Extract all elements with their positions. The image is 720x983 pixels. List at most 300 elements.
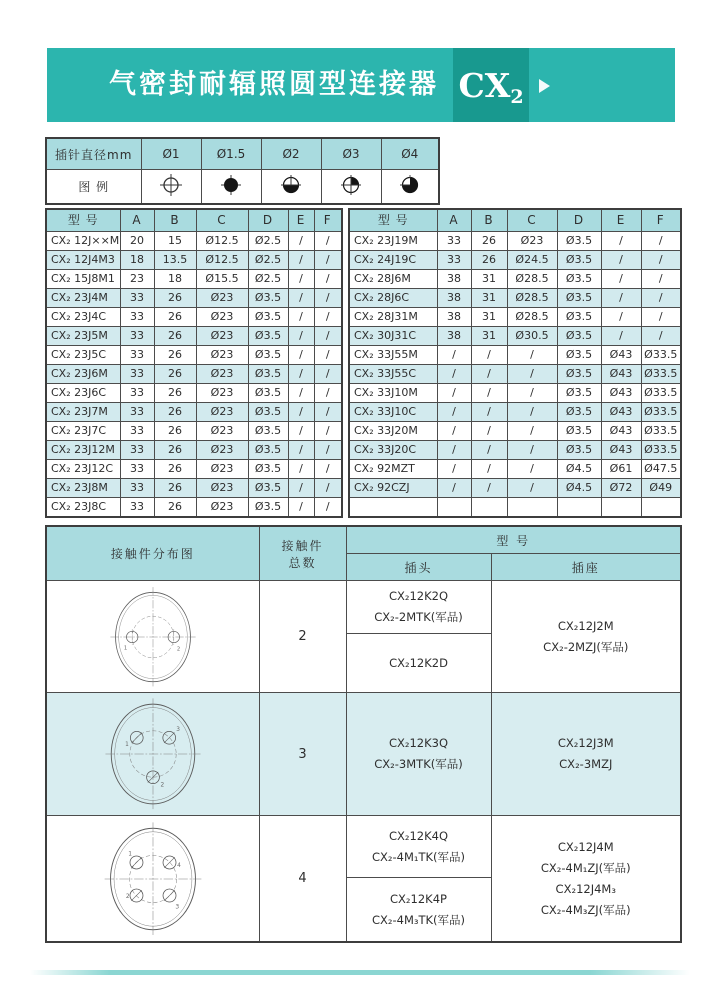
value-cell: Ø72 [601,479,641,498]
value-cell: / [601,308,641,327]
value-cell: / [314,498,342,518]
value-cell: Ø43 [601,441,641,460]
model-cell: CX₂ 23J4M [46,289,120,308]
value-cell: Ø24.5 [507,251,557,270]
value-cell: / [471,422,507,441]
value-cell: 33 [437,251,471,270]
value-cell: Ø23 [196,384,248,403]
value-cell: / [437,365,471,384]
value-cell: Ø3.5 [248,384,288,403]
table-row [46,403,342,422]
column-header: C [196,209,248,232]
table-row [46,816,681,878]
value-cell: Ø3.5 [248,308,288,327]
model-line: CX₂-4M₁TK(军品) [371,849,466,864]
model-cell: CX₂ 28J31M [349,308,437,327]
plug-models [346,878,491,943]
table-row [349,289,681,308]
contact-layout-2-diagram [46,581,259,693]
diameter-value: Ø1 [141,138,201,170]
value-cell: / [641,270,681,289]
value-cell: 26 [154,308,196,327]
value-cell: 38 [437,289,471,308]
value-cell: Ø33.5 [641,384,681,403]
crosshair-open-circle-icon [141,170,201,205]
value-cell: / [601,232,641,251]
value-cell: 26 [154,365,196,384]
value-cell: 26 [154,422,196,441]
model-cell: CX₂ 30J31C [349,327,437,346]
value-cell: / [314,460,342,479]
value-cell: Ø3.5 [248,460,288,479]
value-cell: / [601,270,641,289]
value-cell: / [288,270,314,289]
value-cell: Ø23 [507,232,557,251]
value-cell: / [471,479,507,498]
contact-label: 3 [175,726,180,733]
series-subscript: 2 [510,86,524,108]
value-cell: Ø3.5 [248,403,288,422]
value-cell: / [471,365,507,384]
table-row [46,384,342,403]
value-cell: / [471,460,507,479]
value-cell: Ø28.5 [507,289,557,308]
value-cell: Ø33.5 [641,365,681,384]
model-cell: CX₂ 12J××M [46,232,120,251]
value-cell: / [601,251,641,270]
value-cell: / [437,403,471,422]
model-line: CX₂12J3M [557,736,614,750]
model-cell: CX₂ 23J12C [46,460,120,479]
column-header: B [154,209,196,232]
value-cell: / [288,384,314,403]
value-cell: 26 [154,498,196,518]
page-title: 气密封耐辐照圆型连接器 [109,69,439,100]
value-cell: / [471,346,507,365]
value-cell: / [288,232,314,251]
value-cell: / [314,441,342,460]
contact-label: 2 [176,646,180,653]
value-cell: Ø23 [196,365,248,384]
value-cell: 31 [471,327,507,346]
contact-count: 3 [259,693,346,816]
value-cell: 33 [120,422,154,441]
value-cell: / [314,308,342,327]
table-row [349,403,681,422]
value-cell: Ø43 [601,365,641,384]
value-cell: Ø3.5 [557,384,601,403]
model-cell: CX₂ 24J19C [349,251,437,270]
value-cell: Ø47.5 [641,460,681,479]
plug-models [346,693,491,816]
value-cell: / [641,327,681,346]
value-cell: 38 [437,270,471,289]
model-line: CX₂-2MTK(军品) [374,610,463,624]
plug-models [346,581,491,634]
model-line: CX₂12K4P [390,891,447,906]
value-cell: Ø3.5 [248,498,288,518]
model-line: CX₂-4M₃TK(军品) [371,912,466,927]
legend-row-label: 图 例 [46,170,141,205]
value-cell: Ø28.5 [507,308,557,327]
value-cell: Ø3.5 [248,346,288,365]
value-cell [601,498,641,518]
table-row [46,479,342,498]
table-row [46,289,342,308]
value-cell: / [437,441,471,460]
value-cell: / [288,308,314,327]
value-cell: Ø23 [196,460,248,479]
value-cell: Ø4.5 [557,479,601,498]
value-cell: Ø3.5 [248,327,288,346]
model-cell: CX₂ 23J12M [46,441,120,460]
column-header: A [437,209,471,232]
model-cell: CX₂ 92CZJ [349,479,437,498]
value-cell: / [601,327,641,346]
diameter-value: Ø1.5 [201,138,261,170]
pin-diameter-legend-table [45,137,440,205]
plug-column-header: 插头 [346,554,491,581]
value-cell: Ø3.5 [557,327,601,346]
model-line: CX₂12K4Q [388,828,449,843]
value-cell: Ø33.5 [641,346,681,365]
socket-models [491,581,681,693]
model-cell: CX₂ 33J55M [349,346,437,365]
value-cell: 13.5 [154,251,196,270]
table-row [349,308,681,327]
value-cell: / [314,384,342,403]
model-cell: CX₂ 92MZT [349,460,437,479]
value-cell: 33 [120,365,154,384]
column-header: B [471,209,507,232]
table-row [349,327,681,346]
value-cell: 33 [120,384,154,403]
model-line: CX₂12J4M₃ [555,881,616,896]
value-cell: 26 [154,441,196,460]
table-row [46,138,439,170]
value-cell: Ø33.5 [641,403,681,422]
value-cell: Ø33.5 [641,422,681,441]
value-cell: / [507,403,557,422]
solid-circle-icon [201,170,261,205]
top-right-quarter-filled-circle-icon [321,170,381,205]
contact-layout-3-diagram [46,693,259,816]
value-cell: Ø23 [196,498,248,518]
table-row [349,498,681,518]
value-cell: 26 [154,327,196,346]
model-cell: CX₂ 28J6M [349,270,437,289]
model-cell: CX₂ 23J7M [46,403,120,422]
value-cell: Ø30.5 [507,327,557,346]
value-cell: / [471,384,507,403]
table-row [46,308,342,327]
column-header: C [507,209,557,232]
socket-models [491,816,681,943]
value-cell: / [507,422,557,441]
value-cell: / [314,270,342,289]
column-header: 型 号 [349,209,437,232]
value-cell: Ø3.5 [557,422,601,441]
value-cell: Ø3.5 [248,441,288,460]
value-cell [641,498,681,518]
value-cell: / [437,384,471,403]
value-cell: Ø3.5 [557,251,601,270]
value-cell: / [507,346,557,365]
model-cell: CX₂ 33J10C [349,403,437,422]
value-cell: Ø43 [601,384,641,403]
value-cell: / [288,327,314,346]
value-cell: 26 [154,460,196,479]
value-cell: Ø23 [196,441,248,460]
value-cell: Ø12.5 [196,251,248,270]
series-name: CX [458,65,511,105]
column-header: D [557,209,601,232]
diagram-column-header: 接触件分布图 [46,526,259,581]
value-cell: / [314,479,342,498]
table-row [46,346,342,365]
model-line: CX₂-3MZJ [559,757,613,771]
spec-table-right [348,208,682,518]
value-cell: Ø23 [196,422,248,441]
value-cell: Ø33.5 [641,441,681,460]
table-row [46,441,342,460]
table-row [46,460,342,479]
value-cell: Ø43 [601,422,641,441]
table-row [349,460,681,479]
model-cell: CX₂ 23J8M [46,479,120,498]
page-banner [47,48,675,122]
socket-column-header: 插座 [491,554,681,581]
contact-layout-table [45,525,682,943]
count-header-line: 接触件 [281,538,324,553]
value-cell: Ø3.5 [248,289,288,308]
value-cell: Ø23 [196,308,248,327]
model-line: CX₂-2MZJ(军品) [543,639,629,654]
value-cell: Ø3.5 [557,289,601,308]
value-cell: / [471,403,507,422]
contact-count: 4 [259,816,346,943]
model-cell: CX₂ 23J6M [46,365,120,384]
table-row [349,441,681,460]
value-cell: / [314,232,342,251]
column-header: F [641,209,681,232]
column-header: D [248,209,288,232]
column-header: F [314,209,342,232]
model-cell: CX₂ 33J10M [349,384,437,403]
value-cell: Ø3.5 [248,365,288,384]
value-cell: 23 [120,270,154,289]
model-cell: CX₂ 33J55C [349,365,437,384]
model-line: CX₂12K3Q [388,736,449,750]
model-line: CX₂12J2M [557,618,614,633]
model-cell: CX₂ 23J5M [46,327,120,346]
value-cell: Ø2.5 [248,251,288,270]
table-row [46,170,439,205]
model-cell: CX₂ 15J8M1 [46,270,120,289]
plug-models [346,634,491,693]
value-cell: / [437,422,471,441]
value-cell: Ø43 [601,346,641,365]
value-cell: Ø3.5 [557,403,601,422]
value-cell: Ø3.5 [557,346,601,365]
value-cell: Ø3.5 [557,308,601,327]
value-cell: / [641,251,681,270]
table-row [46,498,342,518]
value-cell: Ø4.5 [557,460,601,479]
plug-models [346,816,491,878]
contact-label: 4 [176,862,181,869]
value-cell: Ø43 [601,403,641,422]
value-cell: 31 [471,289,507,308]
value-cell: / [288,422,314,441]
value-cell: 33 [120,479,154,498]
value-cell: / [314,365,342,384]
diameter-value: Ø4 [381,138,439,170]
value-cell: 33 [120,403,154,422]
model-cell [349,498,437,518]
table-row [349,422,681,441]
column-header: 型 号 [46,209,120,232]
value-cell: Ø3.5 [557,441,601,460]
value-cell: / [314,346,342,365]
model-cell: CX₂ 23J8C [46,498,120,518]
model-column-header: 型 号 [346,526,681,554]
value-cell: / [471,441,507,460]
table-row [349,365,681,384]
value-cell: / [507,384,557,403]
value-cell: Ø23 [196,479,248,498]
value-cell: / [288,251,314,270]
socket-models [491,693,681,816]
model-cell: CX₂ 12J4M3 [46,251,120,270]
value-cell: / [507,460,557,479]
model-line: CX₂-4M₃ZJ(军品) [540,902,631,917]
table-row [46,232,342,251]
value-cell: Ø2.5 [248,232,288,251]
value-cell: / [314,422,342,441]
contact-label: 2 [160,782,164,789]
value-cell: Ø23 [196,289,248,308]
spec-table-left [45,208,343,518]
table-header-row [46,526,681,554]
table-header-row [349,209,681,232]
model-cell: CX₂ 33J20C [349,441,437,460]
value-cell: Ø12.5 [196,232,248,251]
table-row [46,693,681,816]
value-cell: Ø15.5 [196,270,248,289]
value-cell: Ø49 [641,479,681,498]
model-line: CX₂12K2D [389,655,448,670]
model-line: CX₂12K2Q [388,589,449,603]
value-cell: / [314,289,342,308]
column-header: E [601,209,641,232]
value-cell [437,498,471,518]
value-cell: / [507,365,557,384]
value-cell: 33 [120,498,154,518]
value-cell: Ø28.5 [507,270,557,289]
value-cell: Ø3.5 [557,232,601,251]
value-cell [507,498,557,518]
series-badge [453,48,529,122]
value-cell: Ø23 [196,327,248,346]
value-cell: Ø3.5 [248,422,288,441]
model-cell: CX₂ 33J20M [349,422,437,441]
value-cell: / [437,479,471,498]
value-cell: / [641,232,681,251]
value-cell: 38 [437,308,471,327]
value-cell: / [507,441,557,460]
value-cell: / [288,498,314,518]
table-row [46,365,342,384]
contact-layout-4-diagram [46,816,259,943]
page-bottom-rule [30,970,690,975]
value-cell: 33 [120,460,154,479]
value-cell: / [314,251,342,270]
value-cell: / [437,460,471,479]
value-cell: / [288,479,314,498]
value-cell: Ø23 [196,346,248,365]
table-row [46,327,342,346]
count-header-line: 总数 [288,555,317,570]
value-cell: 33 [120,308,154,327]
value-cell: 26 [471,232,507,251]
contact-label: 2 [125,893,130,900]
model-line: CX₂12J4M [557,839,614,854]
three-quarter-filled-circle-icon [381,170,439,205]
model-line: CX₂-3MTK(军品) [374,757,463,771]
value-cell: Ø3.5 [557,365,601,384]
diameter-value: Ø3 [321,138,381,170]
value-cell: 33 [120,289,154,308]
value-cell: 26 [154,479,196,498]
value-cell [471,498,507,518]
value-cell: 31 [471,308,507,327]
count-column-header [259,526,346,581]
table-header-row [46,209,342,232]
value-cell: / [314,327,342,346]
table-row [46,251,342,270]
model-cell: CX₂ 23J19M [349,232,437,251]
value-cell: 33 [120,441,154,460]
value-cell: 18 [154,270,196,289]
value-cell: Ø23 [196,403,248,422]
table-row [46,270,342,289]
value-cell: / [641,289,681,308]
value-cell: / [288,403,314,422]
value-cell: Ø2.5 [248,270,288,289]
value-cell: 26 [154,403,196,422]
contact-label: 1 [123,644,127,651]
model-cell: CX₂ 23J7C [46,422,120,441]
table-row [349,232,681,251]
value-cell: 26 [154,289,196,308]
value-cell: / [601,289,641,308]
contact-label: 1 [124,741,129,748]
model-cell: CX₂ 23J5C [46,346,120,365]
contact-label: 1 [127,850,132,857]
value-cell: 33 [120,327,154,346]
table-row [349,346,681,365]
column-header: A [120,209,154,232]
value-cell [557,498,601,518]
value-cell: 15 [154,232,196,251]
value-cell: 33 [120,346,154,365]
table-row [349,384,681,403]
model-line: CX₂-4M₁ZJ(军品) [540,860,631,875]
value-cell: 38 [437,327,471,346]
column-header: E [288,209,314,232]
value-cell: 26 [471,251,507,270]
